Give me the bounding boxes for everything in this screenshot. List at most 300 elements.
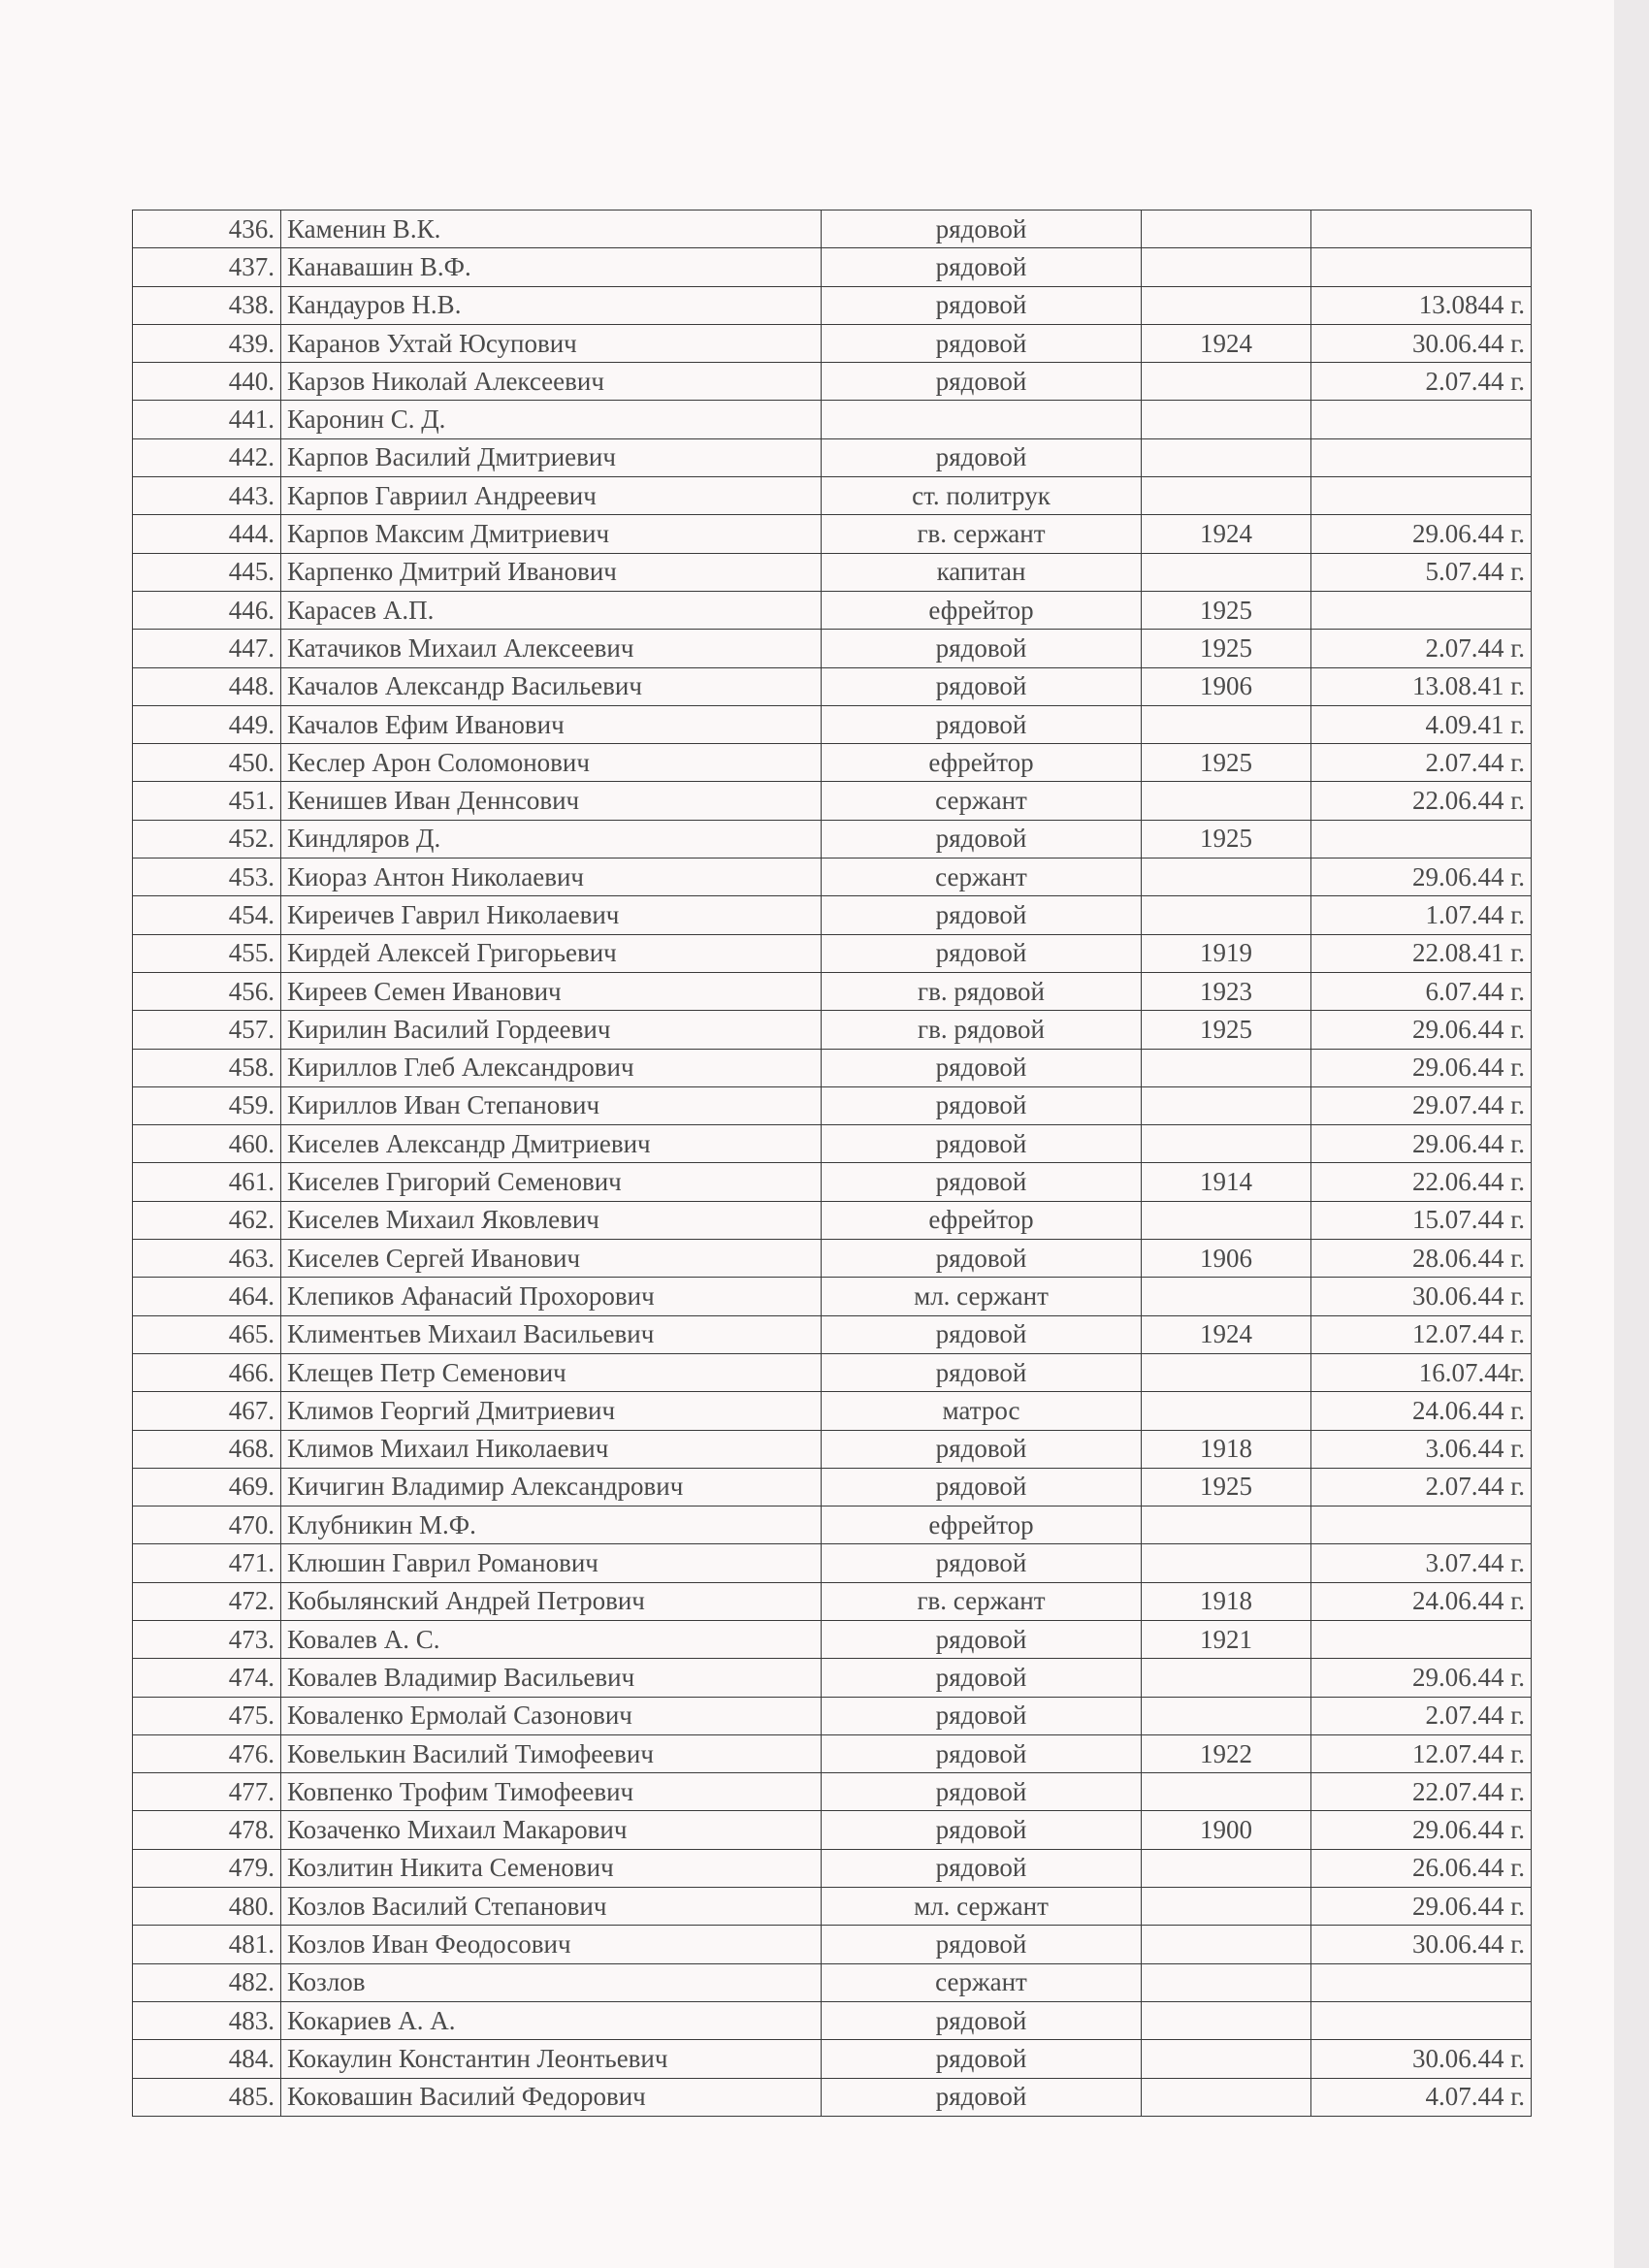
row-number-cell: 459. — [133, 1086, 281, 1124]
date-cell: 3.07.44 г. — [1311, 1544, 1532, 1582]
full-name-cell: Кириллов Глеб Александрович — [281, 1049, 822, 1086]
table-row — [133, 1734, 1532, 1772]
full-name-cell: Киреичев Гаврил Николаевич — [281, 896, 822, 934]
row-number-cell: 438. — [133, 286, 281, 324]
date-cell: 30.06.44 г. — [1311, 1926, 1532, 1963]
full-name-cell: Клещев Петр Семенович — [281, 1353, 822, 1391]
rank-cell: рядовой — [822, 363, 1142, 401]
rank-cell: ефрейтор — [822, 591, 1142, 629]
birth-year-cell — [1142, 1353, 1311, 1391]
rank-cell: рядовой — [822, 705, 1142, 743]
date-cell: 2.07.44 г. — [1311, 1468, 1532, 1506]
row-number-cell: 475. — [133, 1697, 281, 1734]
rank-cell: рядовой — [822, 896, 1142, 934]
birth-year-cell — [1142, 2040, 1311, 2078]
row-number-cell: 450. — [133, 744, 281, 782]
birth-year-cell: 1906 — [1142, 1240, 1311, 1278]
table-row — [133, 1468, 1532, 1506]
date-cell: 29.06.44 г. — [1311, 1888, 1532, 1926]
row-number-cell: 457. — [133, 1011, 281, 1049]
table-row — [133, 1544, 1532, 1582]
table-row — [133, 324, 1532, 362]
date-cell: 29.06.44 г. — [1311, 1659, 1532, 1697]
birth-year-cell — [1142, 1888, 1311, 1926]
birth-year-cell — [1142, 2001, 1311, 2039]
rank-cell: матрос — [822, 1392, 1142, 1430]
date-cell — [1311, 211, 1532, 248]
full-name-cell: Ковпенко Трофим Тимофеевич — [281, 1773, 822, 1811]
table-row — [133, 1811, 1532, 1849]
date-cell: 13.08.41 г. — [1311, 667, 1532, 705]
birth-year-cell — [1142, 896, 1311, 934]
birth-year-cell — [1142, 1963, 1311, 2001]
date-cell — [1311, 438, 1532, 476]
birth-year-cell — [1142, 1849, 1311, 1887]
roster-table-body — [133, 211, 1532, 2117]
table-row — [133, 401, 1532, 438]
birth-year-cell: 1921 — [1142, 1620, 1311, 1658]
birth-year-cell — [1142, 1697, 1311, 1734]
date-cell: 29.06.44 г. — [1311, 1125, 1532, 1163]
table-row — [133, 2040, 1532, 2078]
birth-year-cell — [1142, 363, 1311, 401]
date-cell — [1311, 248, 1532, 286]
birth-year-cell: 1925 — [1142, 591, 1311, 629]
rank-cell: сержант — [822, 782, 1142, 820]
birth-year-cell: 1918 — [1142, 1430, 1311, 1468]
full-name-cell: Кобылянский Андрей Петрович — [281, 1582, 822, 1620]
birth-year-cell: 1914 — [1142, 1163, 1311, 1201]
table-row — [133, 782, 1532, 820]
rank-cell: ефрейтор — [822, 1507, 1142, 1544]
table-row — [133, 896, 1532, 934]
birth-year-cell — [1142, 2078, 1311, 2116]
birth-year-cell — [1142, 1201, 1311, 1239]
birth-year-cell — [1142, 1278, 1311, 1315]
row-number-cell: 465. — [133, 1315, 281, 1353]
birth-year-cell: 1919 — [1142, 934, 1311, 972]
row-number-cell: 453. — [133, 859, 281, 896]
full-name-cell: Канавашин В.Ф. — [281, 248, 822, 286]
table-row — [133, 1163, 1532, 1201]
full-name-cell: Киселев Сергей Иванович — [281, 1240, 822, 1278]
birth-year-cell: 1922 — [1142, 1734, 1311, 1772]
row-number-cell: 483. — [133, 2001, 281, 2039]
rank-cell: рядовой — [822, 1544, 1142, 1582]
rank-cell: мл. сержант — [822, 1278, 1142, 1315]
date-cell: 29.06.44 г. — [1311, 859, 1532, 896]
full-name-cell: Козлов — [281, 1963, 822, 2001]
date-cell: 16.07.44г. — [1311, 1353, 1532, 1391]
date-cell: 24.06.44 г. — [1311, 1392, 1532, 1430]
date-cell — [1311, 1507, 1532, 1544]
table-row — [133, 591, 1532, 629]
full-name-cell: Киндляров Д. — [281, 820, 822, 858]
full-name-cell: Ковелькин Василий Тимофеевич — [281, 1734, 822, 1772]
table-row — [133, 1659, 1532, 1697]
rank-cell: рядовой — [822, 2078, 1142, 2116]
row-number-cell: 451. — [133, 782, 281, 820]
row-number-cell: 458. — [133, 1049, 281, 1086]
rank-cell: рядовой — [822, 1240, 1142, 1278]
date-cell: 22.06.44 г. — [1311, 782, 1532, 820]
date-cell — [1311, 1620, 1532, 1658]
full-name-cell: Киселев Григорий Семенович — [281, 1163, 822, 1201]
date-cell: 29.06.44 г. — [1311, 1811, 1532, 1849]
birth-year-cell — [1142, 1086, 1311, 1124]
date-cell: 12.07.44 г. — [1311, 1734, 1532, 1772]
row-number-cell: 456. — [133, 972, 281, 1010]
row-number-cell: 463. — [133, 1240, 281, 1278]
rank-cell: рядовой — [822, 324, 1142, 362]
rank-cell: гв. рядовой — [822, 972, 1142, 1010]
row-number-cell: 454. — [133, 896, 281, 934]
table-row — [133, 553, 1532, 591]
date-cell — [1311, 1963, 1532, 2001]
row-number-cell: 439. — [133, 324, 281, 362]
table-row — [133, 1963, 1532, 2001]
date-cell: 2.07.44 г. — [1311, 630, 1532, 667]
full-name-cell: Козлитин Никита Семенович — [281, 1849, 822, 1887]
rank-cell: рядовой — [822, 286, 1142, 324]
row-number-cell: 471. — [133, 1544, 281, 1582]
rank-cell: рядовой — [822, 934, 1142, 972]
full-name-cell: Карзов Николай Алексеевич — [281, 363, 822, 401]
birth-year-cell: 1923 — [1142, 972, 1311, 1010]
date-cell: 2.07.44 г. — [1311, 1697, 1532, 1734]
rank-cell: рядовой — [822, 248, 1142, 286]
table-row — [133, 934, 1532, 972]
row-number-cell: 448. — [133, 667, 281, 705]
full-name-cell: Кеслер Арон Соломонович — [281, 744, 822, 782]
row-number-cell: 478. — [133, 1811, 281, 1849]
full-name-cell: Качалов Александр Васильевич — [281, 667, 822, 705]
row-number-cell: 444. — [133, 515, 281, 553]
row-number-cell: 443. — [133, 477, 281, 515]
rank-cell: рядовой — [822, 1697, 1142, 1734]
table-row — [133, 1011, 1532, 1049]
rank-cell: рядовой — [822, 211, 1142, 248]
full-name-cell: Козаченко Михаил Макарович — [281, 1811, 822, 1849]
date-cell: 29.06.44 г. — [1311, 515, 1532, 553]
table-row — [133, 1315, 1532, 1353]
birth-year-cell: 1924 — [1142, 515, 1311, 553]
rank-cell: ефрейтор — [822, 1201, 1142, 1239]
date-cell — [1311, 591, 1532, 629]
birth-year-cell — [1142, 477, 1311, 515]
birth-year-cell — [1142, 1926, 1311, 1963]
date-cell: 30.06.44 г. — [1311, 1278, 1532, 1315]
rank-cell: рядовой — [822, 1811, 1142, 1849]
full-name-cell: Климов Георгий Дмитриевич — [281, 1392, 822, 1430]
table-row — [133, 859, 1532, 896]
row-number-cell: 477. — [133, 1773, 281, 1811]
row-number-cell: 472. — [133, 1582, 281, 1620]
full-name-cell: Клюшин Гаврил Романович — [281, 1544, 822, 1582]
date-cell — [1311, 477, 1532, 515]
table-row — [133, 1278, 1532, 1315]
row-number-cell: 447. — [133, 630, 281, 667]
date-cell: 22.08.41 г. — [1311, 934, 1532, 972]
row-number-cell: 452. — [133, 820, 281, 858]
row-number-cell: 445. — [133, 553, 281, 591]
row-number-cell: 481. — [133, 1926, 281, 1963]
row-number-cell: 462. — [133, 1201, 281, 1239]
birth-year-cell: 1918 — [1142, 1582, 1311, 1620]
full-name-cell: Кокариев А. А. — [281, 2001, 822, 2039]
row-number-cell: 441. — [133, 401, 281, 438]
full-name-cell: Карасев А.П. — [281, 591, 822, 629]
birth-year-cell — [1142, 248, 1311, 286]
rank-cell: рядовой — [822, 2001, 1142, 2039]
date-cell: 24.06.44 г. — [1311, 1582, 1532, 1620]
rank-cell: рядовой — [822, 1315, 1142, 1353]
date-cell: 2.07.44 г. — [1311, 363, 1532, 401]
row-number-cell: 446. — [133, 591, 281, 629]
full-name-cell: Козлов Иван Феодосович — [281, 1926, 822, 1963]
table-row — [133, 972, 1532, 1010]
row-number-cell: 482. — [133, 1963, 281, 2001]
row-number-cell: 469. — [133, 1468, 281, 1506]
full-name-cell: Киораз Антон Николаевич — [281, 859, 822, 896]
table-row — [133, 1392, 1532, 1430]
full-name-cell: Коковашин Василий Федорович — [281, 2078, 822, 2116]
full-name-cell: Киселев Михаил Яковлевич — [281, 1201, 822, 1239]
row-number-cell: 473. — [133, 1620, 281, 1658]
table-row — [133, 820, 1532, 858]
row-number-cell: 436. — [133, 211, 281, 248]
full-name-cell: Карпов Максим Дмитриевич — [281, 515, 822, 553]
date-cell: 6.07.44 г. — [1311, 972, 1532, 1010]
row-number-cell: 464. — [133, 1278, 281, 1315]
row-number-cell: 474. — [133, 1659, 281, 1697]
table-row — [133, 1353, 1532, 1391]
table-row — [133, 1926, 1532, 1963]
full-name-cell: Качалов Ефим Иванович — [281, 705, 822, 743]
birth-year-cell — [1142, 1659, 1311, 1697]
birth-year-cell — [1142, 553, 1311, 591]
full-name-cell: Кандауров Н.В. — [281, 286, 822, 324]
rank-cell: гв. сержант — [822, 515, 1142, 553]
row-number-cell: 479. — [133, 1849, 281, 1887]
rank-cell: рядовой — [822, 1125, 1142, 1163]
birth-year-cell: 1925 — [1142, 744, 1311, 782]
date-cell: 30.06.44 г. — [1311, 324, 1532, 362]
birth-year-cell: 1906 — [1142, 667, 1311, 705]
date-cell: 26.06.44 г. — [1311, 1849, 1532, 1887]
row-number-cell: 468. — [133, 1430, 281, 1468]
rank-cell: рядовой — [822, 1773, 1142, 1811]
table-row — [133, 2078, 1532, 2116]
table-row — [133, 515, 1532, 553]
full-name-cell: Карпенко Дмитрий Иванович — [281, 553, 822, 591]
row-number-cell: 466. — [133, 1353, 281, 1391]
date-cell: 3.06.44 г. — [1311, 1430, 1532, 1468]
rank-cell: мл. сержант — [822, 1888, 1142, 1926]
rank-cell: рядовой — [822, 1849, 1142, 1887]
row-number-cell: 440. — [133, 363, 281, 401]
full-name-cell: Ковалев А. С. — [281, 1620, 822, 1658]
date-cell: 5.07.44 г. — [1311, 553, 1532, 591]
table-row — [133, 1430, 1532, 1468]
rank-cell: рядовой — [822, 1620, 1142, 1658]
rank-cell: ефрейтор — [822, 744, 1142, 782]
full-name-cell: Климов Михаил Николаевич — [281, 1430, 822, 1468]
row-number-cell: 485. — [133, 2078, 281, 2116]
row-number-cell: 437. — [133, 248, 281, 286]
birth-year-cell — [1142, 1507, 1311, 1544]
full-name-cell: Клубникин М.Ф. — [281, 1507, 822, 1544]
date-cell: 28.06.44 г. — [1311, 1240, 1532, 1278]
rank-cell — [822, 401, 1142, 438]
birth-year-cell — [1142, 782, 1311, 820]
full-name-cell: Кокаулин Константин Леонтьевич — [281, 2040, 822, 2078]
full-name-cell: Коваленко Ермолай Сазонович — [281, 1697, 822, 1734]
full-name-cell: Кичигин Владимир Александрович — [281, 1468, 822, 1506]
full-name-cell: Ковалев Владимир Васильевич — [281, 1659, 822, 1697]
row-number-cell: 455. — [133, 934, 281, 972]
row-number-cell: 467. — [133, 1392, 281, 1430]
date-cell: 29.06.44 г. — [1311, 1011, 1532, 1049]
birth-year-cell: 1925 — [1142, 630, 1311, 667]
rank-cell: рядовой — [822, 1163, 1142, 1201]
row-number-cell: 484. — [133, 2040, 281, 2078]
rank-cell: рядовой — [822, 1659, 1142, 1697]
birth-year-cell: 1924 — [1142, 1315, 1311, 1353]
full-name-cell: Киселев Александр Дмитриевич — [281, 1125, 822, 1163]
birth-year-cell — [1142, 438, 1311, 476]
full-name-cell: Киреев Семен Иванович — [281, 972, 822, 1010]
table-row — [133, 363, 1532, 401]
rank-cell: сержант — [822, 859, 1142, 896]
birth-year-cell — [1142, 1049, 1311, 1086]
full-name-cell: Карпов Василий Дмитриевич — [281, 438, 822, 476]
rank-cell: рядовой — [822, 667, 1142, 705]
date-cell: 2.07.44 г. — [1311, 744, 1532, 782]
table-row — [133, 1773, 1532, 1811]
table-row — [133, 1888, 1532, 1926]
birth-year-cell — [1142, 211, 1311, 248]
table-row — [133, 744, 1532, 782]
rank-cell: рядовой — [822, 1926, 1142, 1963]
date-cell: 30.06.44 г. — [1311, 2040, 1532, 2078]
rank-cell: рядовой — [822, 1430, 1142, 1468]
birth-year-cell — [1142, 859, 1311, 896]
rank-cell: рядовой — [822, 438, 1142, 476]
rank-cell: рядовой — [822, 1049, 1142, 1086]
table-row — [133, 248, 1532, 286]
rank-cell: рядовой — [822, 1353, 1142, 1391]
full-name-cell: Катачиков Михаил Алексеевич — [281, 630, 822, 667]
date-cell: 29.07.44 г. — [1311, 1086, 1532, 1124]
date-cell: 22.06.44 г. — [1311, 1163, 1532, 1201]
date-cell: 29.06.44 г. — [1311, 1049, 1532, 1086]
table-row — [133, 1086, 1532, 1124]
rank-cell: рядовой — [822, 1468, 1142, 1506]
row-number-cell: 476. — [133, 1734, 281, 1772]
full-name-cell: Кириллов Иван Степанович — [281, 1086, 822, 1124]
row-number-cell: 460. — [133, 1125, 281, 1163]
table-row — [133, 630, 1532, 667]
date-cell: 4.07.44 г. — [1311, 2078, 1532, 2116]
full-name-cell: Кенишев Иван Деннсович — [281, 782, 822, 820]
birth-year-cell — [1142, 1544, 1311, 1582]
row-number-cell: 480. — [133, 1888, 281, 1926]
rank-cell: рядовой — [822, 1086, 1142, 1124]
scan-edge — [1614, 0, 1649, 2268]
birth-year-cell — [1142, 286, 1311, 324]
full-name-cell: Карпов Гавриил Андреевич — [281, 477, 822, 515]
row-number-cell: 470. — [133, 1507, 281, 1544]
table-row — [133, 286, 1532, 324]
table-row — [133, 1125, 1532, 1163]
rank-cell: рядовой — [822, 1734, 1142, 1772]
rank-cell: рядовой — [822, 820, 1142, 858]
full-name-cell: Климентьев Михаил Васильевич — [281, 1315, 822, 1353]
birth-year-cell — [1142, 1773, 1311, 1811]
date-cell: 13.0844 г. — [1311, 286, 1532, 324]
table-row — [133, 1049, 1532, 1086]
table-row — [133, 477, 1532, 515]
table-row — [133, 667, 1532, 705]
table-row — [133, 1849, 1532, 1887]
rank-cell: капитан — [822, 553, 1142, 591]
rank-cell: гв. рядовой — [822, 1011, 1142, 1049]
date-cell: 1.07.44 г. — [1311, 896, 1532, 934]
table-row — [133, 1507, 1532, 1544]
date-cell — [1311, 820, 1532, 858]
birth-year-cell: 1925 — [1142, 820, 1311, 858]
date-cell: 15.07.44 г. — [1311, 1201, 1532, 1239]
rank-cell: гв. сержант — [822, 1582, 1142, 1620]
birth-year-cell: 1900 — [1142, 1811, 1311, 1849]
full-name-cell: Каменин В.К. — [281, 211, 822, 248]
birth-year-cell — [1142, 401, 1311, 438]
full-name-cell: Каранов Ухтай Юсупович — [281, 324, 822, 362]
table-row — [133, 1240, 1532, 1278]
rank-cell: сержант — [822, 1963, 1142, 2001]
table-row — [133, 211, 1532, 248]
full-name-cell: Кирилин Василий Гордеевич — [281, 1011, 822, 1049]
birth-year-cell — [1142, 1125, 1311, 1163]
row-number-cell: 442. — [133, 438, 281, 476]
full-name-cell: Каронин С. Д. — [281, 401, 822, 438]
full-name-cell: Кирдей Алексей Григорьевич — [281, 934, 822, 972]
birth-year-cell: 1925 — [1142, 1011, 1311, 1049]
rank-cell: ст. политрук — [822, 477, 1142, 515]
table-row — [133, 1582, 1532, 1620]
full-name-cell: Козлов Василий Степанович — [281, 1888, 822, 1926]
birth-year-cell: 1925 — [1142, 1468, 1311, 1506]
table-row — [133, 1201, 1532, 1239]
table-row — [133, 1697, 1532, 1734]
date-cell — [1311, 2001, 1532, 2039]
date-cell: 4.09.41 г. — [1311, 705, 1532, 743]
full-name-cell: Клепиков Афанасий Прохорович — [281, 1278, 822, 1315]
roster-table — [132, 210, 1532, 2117]
table-row — [133, 705, 1532, 743]
rank-cell: рядовой — [822, 2040, 1142, 2078]
birth-year-cell — [1142, 705, 1311, 743]
birth-year-cell: 1924 — [1142, 324, 1311, 362]
table-row — [133, 2001, 1532, 2039]
table-row — [133, 438, 1532, 476]
birth-year-cell — [1142, 1392, 1311, 1430]
date-cell — [1311, 401, 1532, 438]
table-row — [133, 1620, 1532, 1658]
row-number-cell: 449. — [133, 705, 281, 743]
row-number-cell: 461. — [133, 1163, 281, 1201]
